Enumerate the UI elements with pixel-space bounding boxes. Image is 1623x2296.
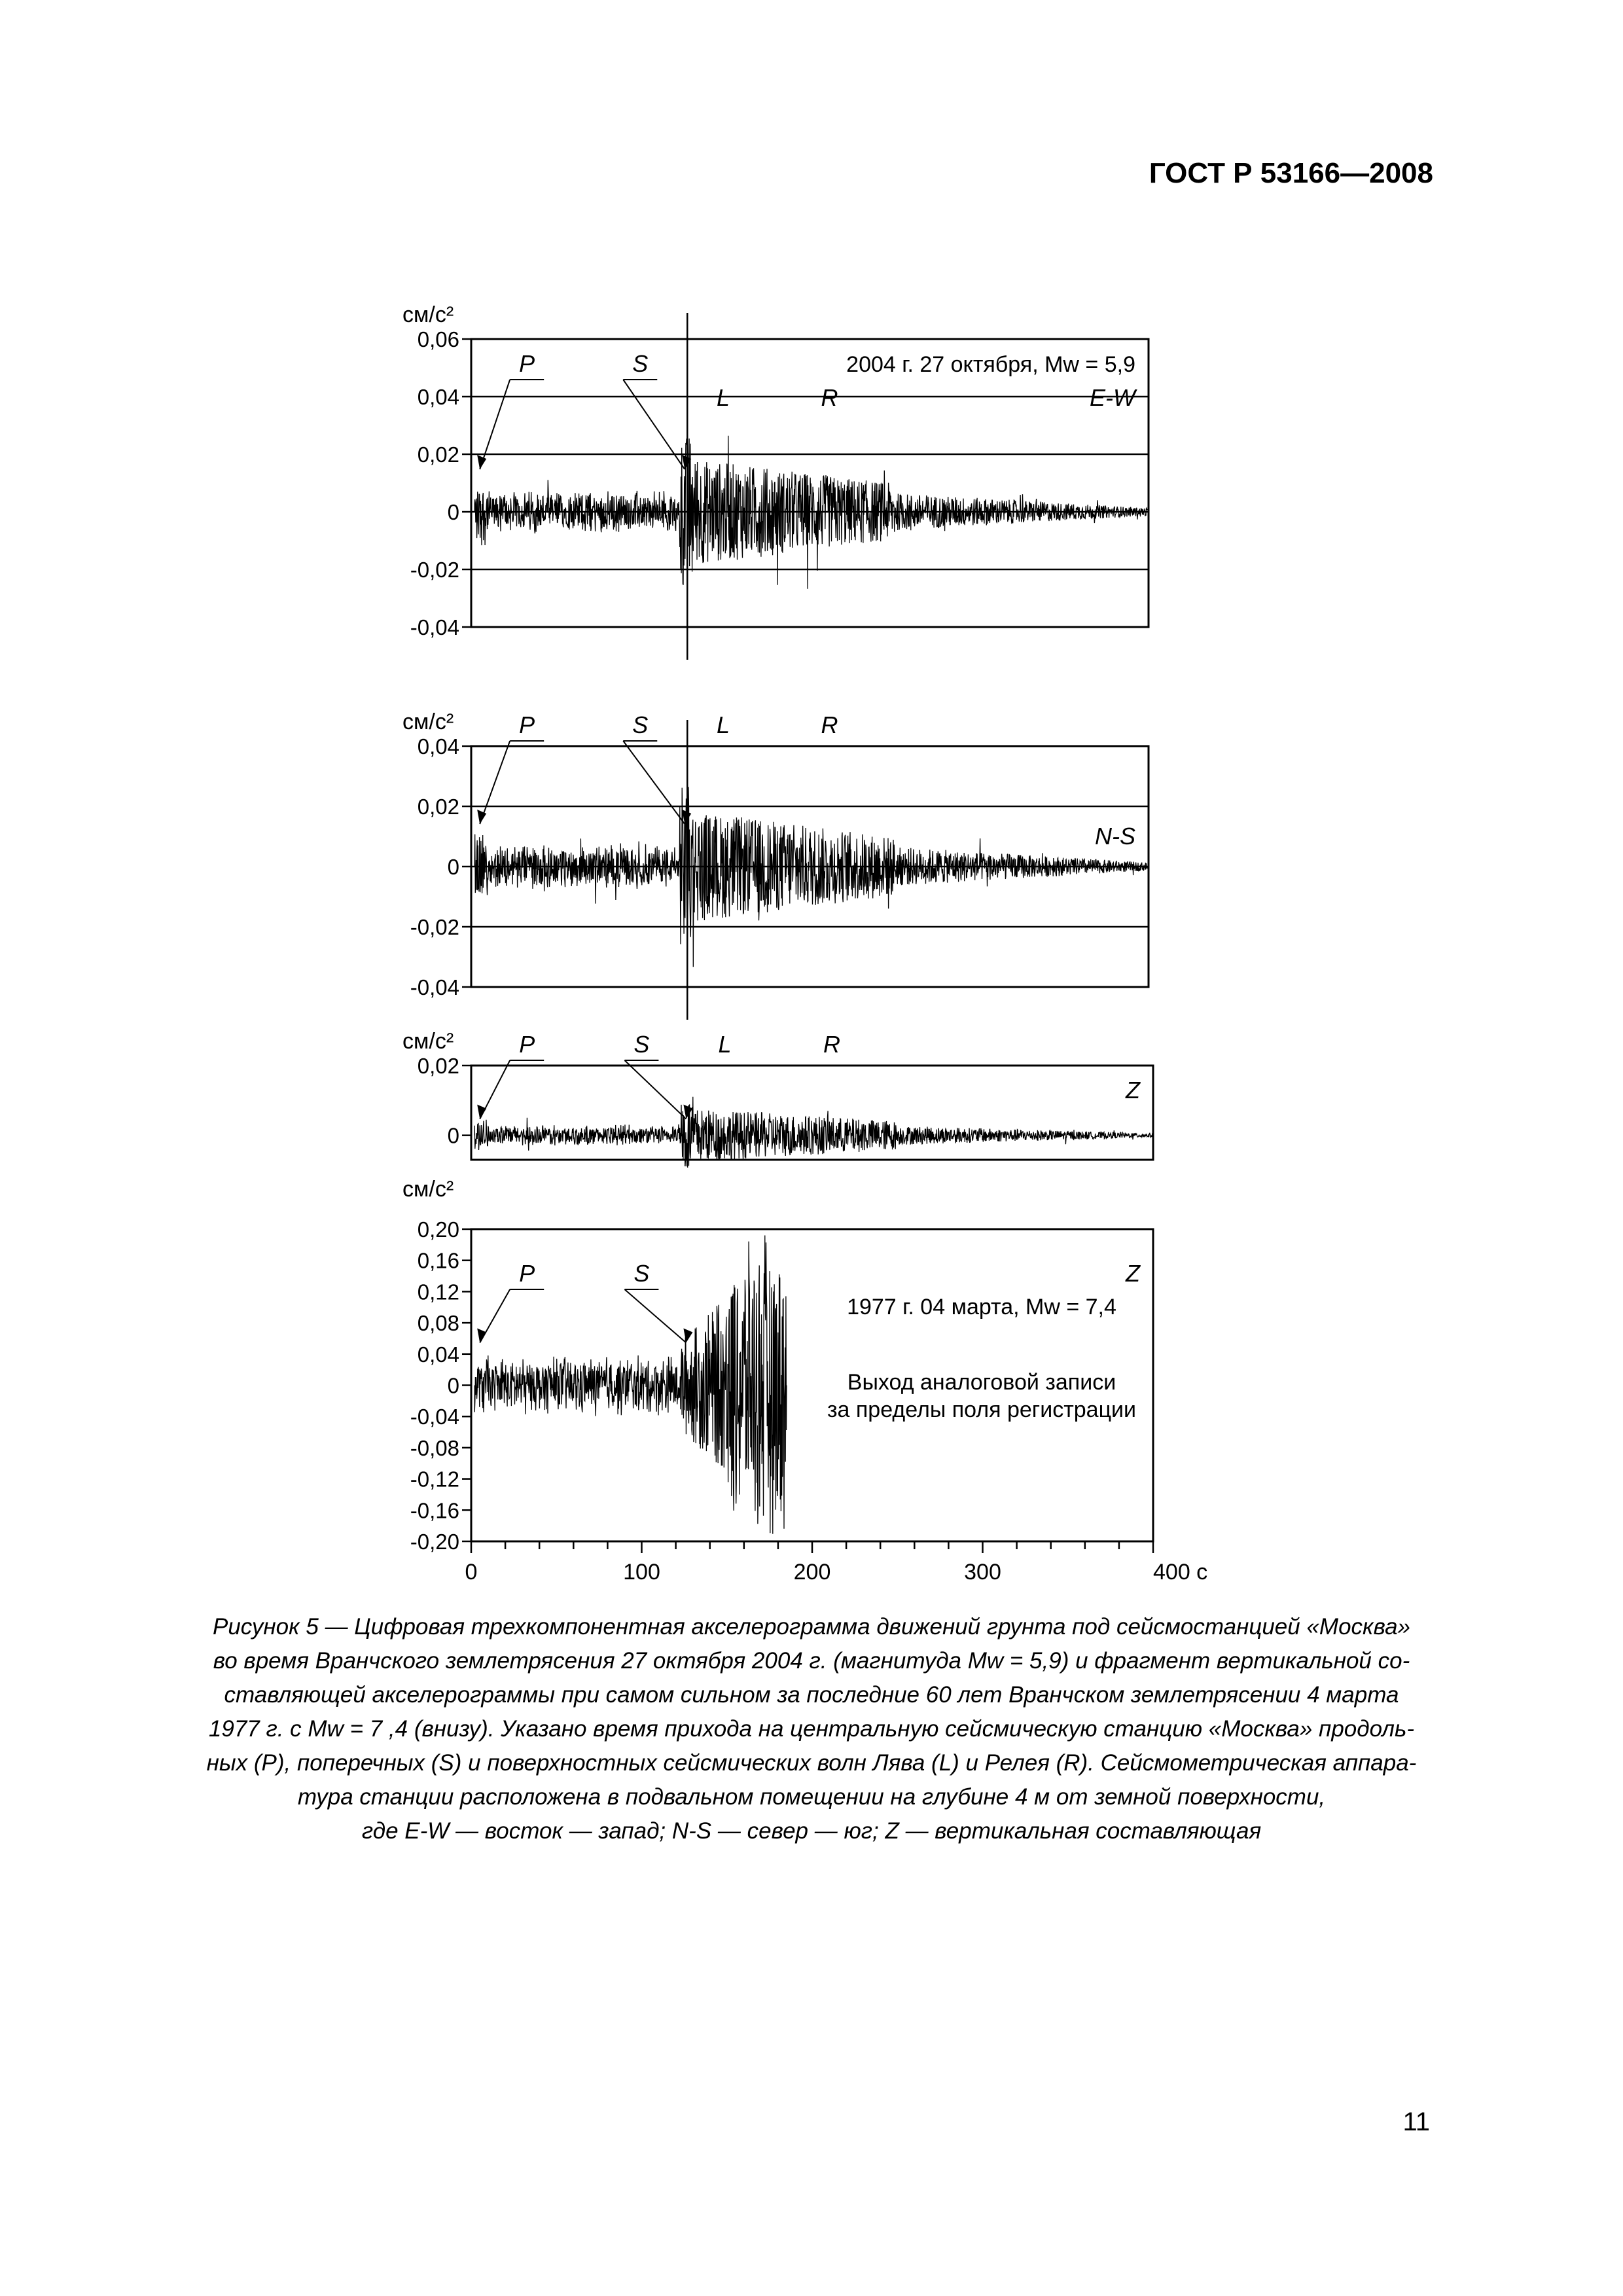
y-tick-label: 0 [447,1373,459,1398]
figure-caption [118,1610,1505,1848]
y-tick-label: 0,04 [417,1342,459,1367]
wave-label-R: R [823,1031,840,1058]
plot-frame [471,1066,1153,1160]
x-tick-label: 200 [793,1560,831,1585]
x-tick-label: 300 [964,1560,1001,1585]
wave-label-L: L [716,384,730,411]
y-tick-label: -0,04 [410,975,459,999]
wave-label-S: S [632,711,649,738]
x-tick-label: 400 с [1153,1560,1208,1585]
y-tick-label: 0 [447,1123,459,1148]
y-tick-label: -0,02 [410,558,459,582]
y-axis-unit: см/с² [402,1177,454,1202]
label-leader [624,1289,686,1343]
y-axis-unit: см/с² [402,709,454,734]
wave-label-P: P [519,1260,535,1287]
y-tick-label: 0,06 [417,327,459,351]
leader-arrowhead [477,810,486,824]
wave-label-P: P [519,711,535,738]
y-tick-label: -0,08 [410,1435,459,1460]
component-label: Z [1126,1260,1140,1287]
y-tick-label: 0,08 [417,1311,459,1336]
note-line: за пределы поля регистрации [827,1397,1137,1422]
y-tick-label: 0 [447,855,459,879]
y-tick-label: 0,02 [417,442,459,467]
leader-arrowhead [477,1105,486,1119]
y-axis-unit: см/с² [402,302,454,327]
y-tick-label: -0,20 [410,1530,459,1554]
seismic-trace [474,787,1149,967]
label-leader [480,741,510,824]
wave-label-R: R [821,384,838,411]
note-line: Выход аналоговой записи [847,1370,1116,1395]
y-tick-label: 0,02 [417,1054,459,1078]
component-label: Z [1126,1077,1140,1103]
caption-line: 1977 г. с Mw = 7 ,4 (внизу). Указано время прихода на центральную сейсмическую станцию «Москва» продоль- [208,1716,1415,1742]
x-tick-label: 100 [623,1560,660,1585]
wave-label-L: L [716,711,730,738]
seismogram-panel-2 [402,709,1149,1020]
caption-line: тура станции расположена в подвальном помещении на глубине 4 м от земной поверхности, [297,1784,1326,1810]
caption-line: Рисунок 5 — Цифровая трехкомпонентная акселерограмма движений грунта под сейсмостанцией «Москва» [213,1614,1410,1640]
wave-label-R: R [821,711,838,738]
caption-line: во время Вранчского землетрясения 27 октября 2004 г. (магнитуда Mw = 5,9) и фрагмент вертикальной со- [213,1648,1410,1674]
component-label: E-W [1090,384,1135,411]
component-label: N-S [1095,823,1135,850]
event-label: 1977 г. 04 марта, Mw = 7,4 [847,1295,1116,1319]
leader-arrowhead [477,455,486,469]
label-leader [480,380,510,469]
document-header: ГОСТ Р 53166—2008 [1149,157,1433,189]
wave-label-S: S [633,1260,650,1287]
x-tick-label: 0 [465,1560,478,1585]
seismic-trace [474,1097,1153,1168]
caption-line: ных (P), поперечных (S) и поверхностных сейсмических волн Лява (L) и Релея (R). Сейсмометрическая аппара- [206,1750,1417,1776]
y-tick-label: 0,04 [417,734,459,759]
wave-label-S: S [633,1031,650,1058]
y-tick-label: -0,02 [410,915,459,939]
leader-arrowhead [683,1329,692,1343]
y-tick-label: 0,12 [417,1280,459,1304]
y-tick-label: -0,04 [410,1405,459,1429]
label-leader [623,741,685,824]
page-number: 11 [1402,2108,1430,2136]
y-tick-label: -0,04 [410,615,459,639]
y-tick-label: 0,04 [417,385,459,409]
wave-label-P: P [519,1031,535,1058]
caption-line: где E-W — восток — запад; N-S — север — юг; Z — вертикальная составляющая [361,1818,1262,1844]
y-tick-label: 0 [447,500,459,524]
wave-label-S: S [632,350,649,377]
event-label: 2004 г. 27 октября, Mw = 5,9 [846,352,1135,377]
seismogram-panel-3 [402,1029,1153,1168]
seismogram-panel-4 [402,1177,1153,1553]
y-tick-label: -0,12 [410,1467,459,1492]
y-tick-label: 0,20 [417,1217,459,1242]
label-leader [623,380,685,469]
y-tick-label: 0,02 [417,795,459,819]
y-tick-label: -0,16 [410,1498,459,1523]
label-leader [624,1060,686,1119]
caption-line: ставляющей акселерограммы при самом сильном за последние 60 лет Вранчском землетрясении 4 марта [224,1682,1399,1708]
wave-label-P: P [519,350,535,377]
wave-label-L: L [718,1031,732,1058]
y-axis-unit: см/с² [402,1029,454,1054]
y-tick-label: 0,16 [417,1248,459,1273]
